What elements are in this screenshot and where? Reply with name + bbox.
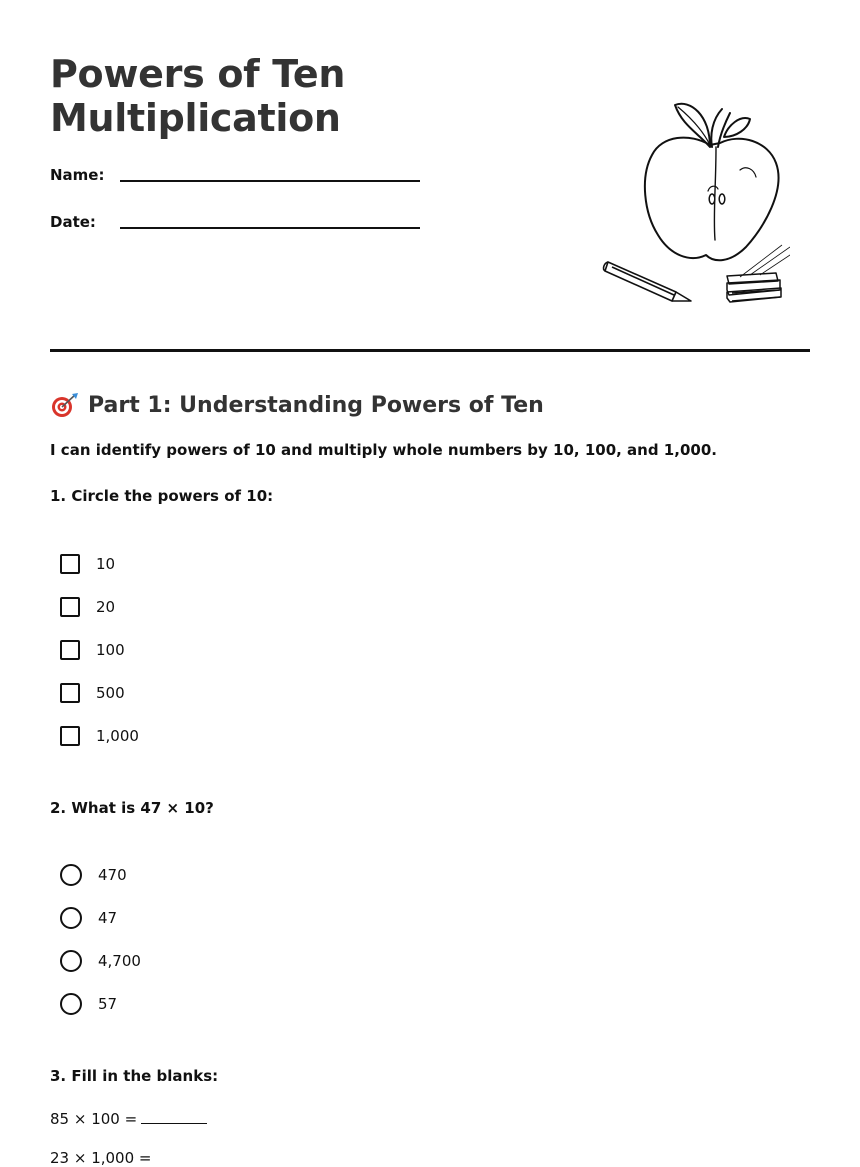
question-1-options [60, 542, 360, 757]
checkbox[interactable] [60, 597, 80, 617]
radio-button[interactable] [60, 907, 82, 929]
q1-option[interactable] [60, 671, 360, 714]
name-label: Name: [50, 166, 105, 184]
fill-blank-expression: 85 × 100 = [50, 1110, 138, 1128]
target-icon [50, 392, 80, 418]
q2-option[interactable] [60, 853, 360, 896]
books-icon [727, 245, 790, 302]
checkbox[interactable] [60, 640, 80, 660]
school-clipart [550, 95, 790, 320]
q1-option[interactable] [60, 628, 360, 671]
radio-button[interactable] [60, 864, 82, 886]
title-line-2: Multiplication [50, 96, 341, 140]
option-label: 20 [96, 597, 116, 616]
checkbox[interactable] [60, 554, 80, 574]
section-1-title: Part 1: Understanding Powers of Ten [88, 392, 544, 418]
option-label: 100 [96, 640, 125, 659]
pencil-icon [604, 262, 691, 301]
option-label: 500 [96, 683, 125, 702]
apple-icon [645, 104, 779, 260]
option-label: 47 [98, 908, 118, 927]
q1-option[interactable] [60, 585, 360, 628]
question-1-prompt: 1. Circle the powers of 10: [50, 487, 274, 505]
checkbox[interactable] [60, 726, 80, 746]
fill-blank-item [50, 1109, 207, 1128]
title-line-1: Powers of Ten [50, 52, 346, 96]
learning-objective: I can identify powers of 10 and multiply whole numbers by 10, 100, and 1,000. [50, 441, 717, 459]
section-1-heading [50, 390, 544, 420]
fill-blank-expression: 23 × 1,000 = [50, 1149, 152, 1167]
option-label: 57 [98, 994, 118, 1013]
radio-button[interactable] [60, 993, 82, 1015]
option-label: 470 [98, 865, 127, 884]
question-3-prompt: 3. Fill in the blanks: [50, 1067, 219, 1085]
q1-option[interactable] [60, 714, 360, 757]
name-underline[interactable] [120, 180, 420, 182]
header-divider [50, 349, 810, 352]
option-label: 4,700 [98, 951, 141, 970]
fill-blank-item [50, 1149, 151, 1167]
date-field[interactable] [50, 213, 420, 237]
q2-option[interactable] [60, 896, 360, 939]
question-2-options [60, 853, 360, 1025]
worksheet-title [50, 52, 345, 140]
date-label: Date: [50, 213, 96, 231]
date-underline[interactable] [120, 227, 420, 229]
checkbox[interactable] [60, 683, 80, 703]
answer-blank[interactable] [141, 1109, 207, 1124]
name-field[interactable] [50, 166, 420, 190]
q2-option[interactable] [60, 982, 360, 1025]
q2-option[interactable] [60, 939, 360, 982]
radio-button[interactable] [60, 950, 82, 972]
q1-option[interactable] [60, 542, 360, 585]
option-label: 1,000 [96, 726, 139, 745]
option-label: 10 [96, 554, 116, 573]
question-2-prompt: 2. What is 47 × 10? [50, 799, 214, 817]
